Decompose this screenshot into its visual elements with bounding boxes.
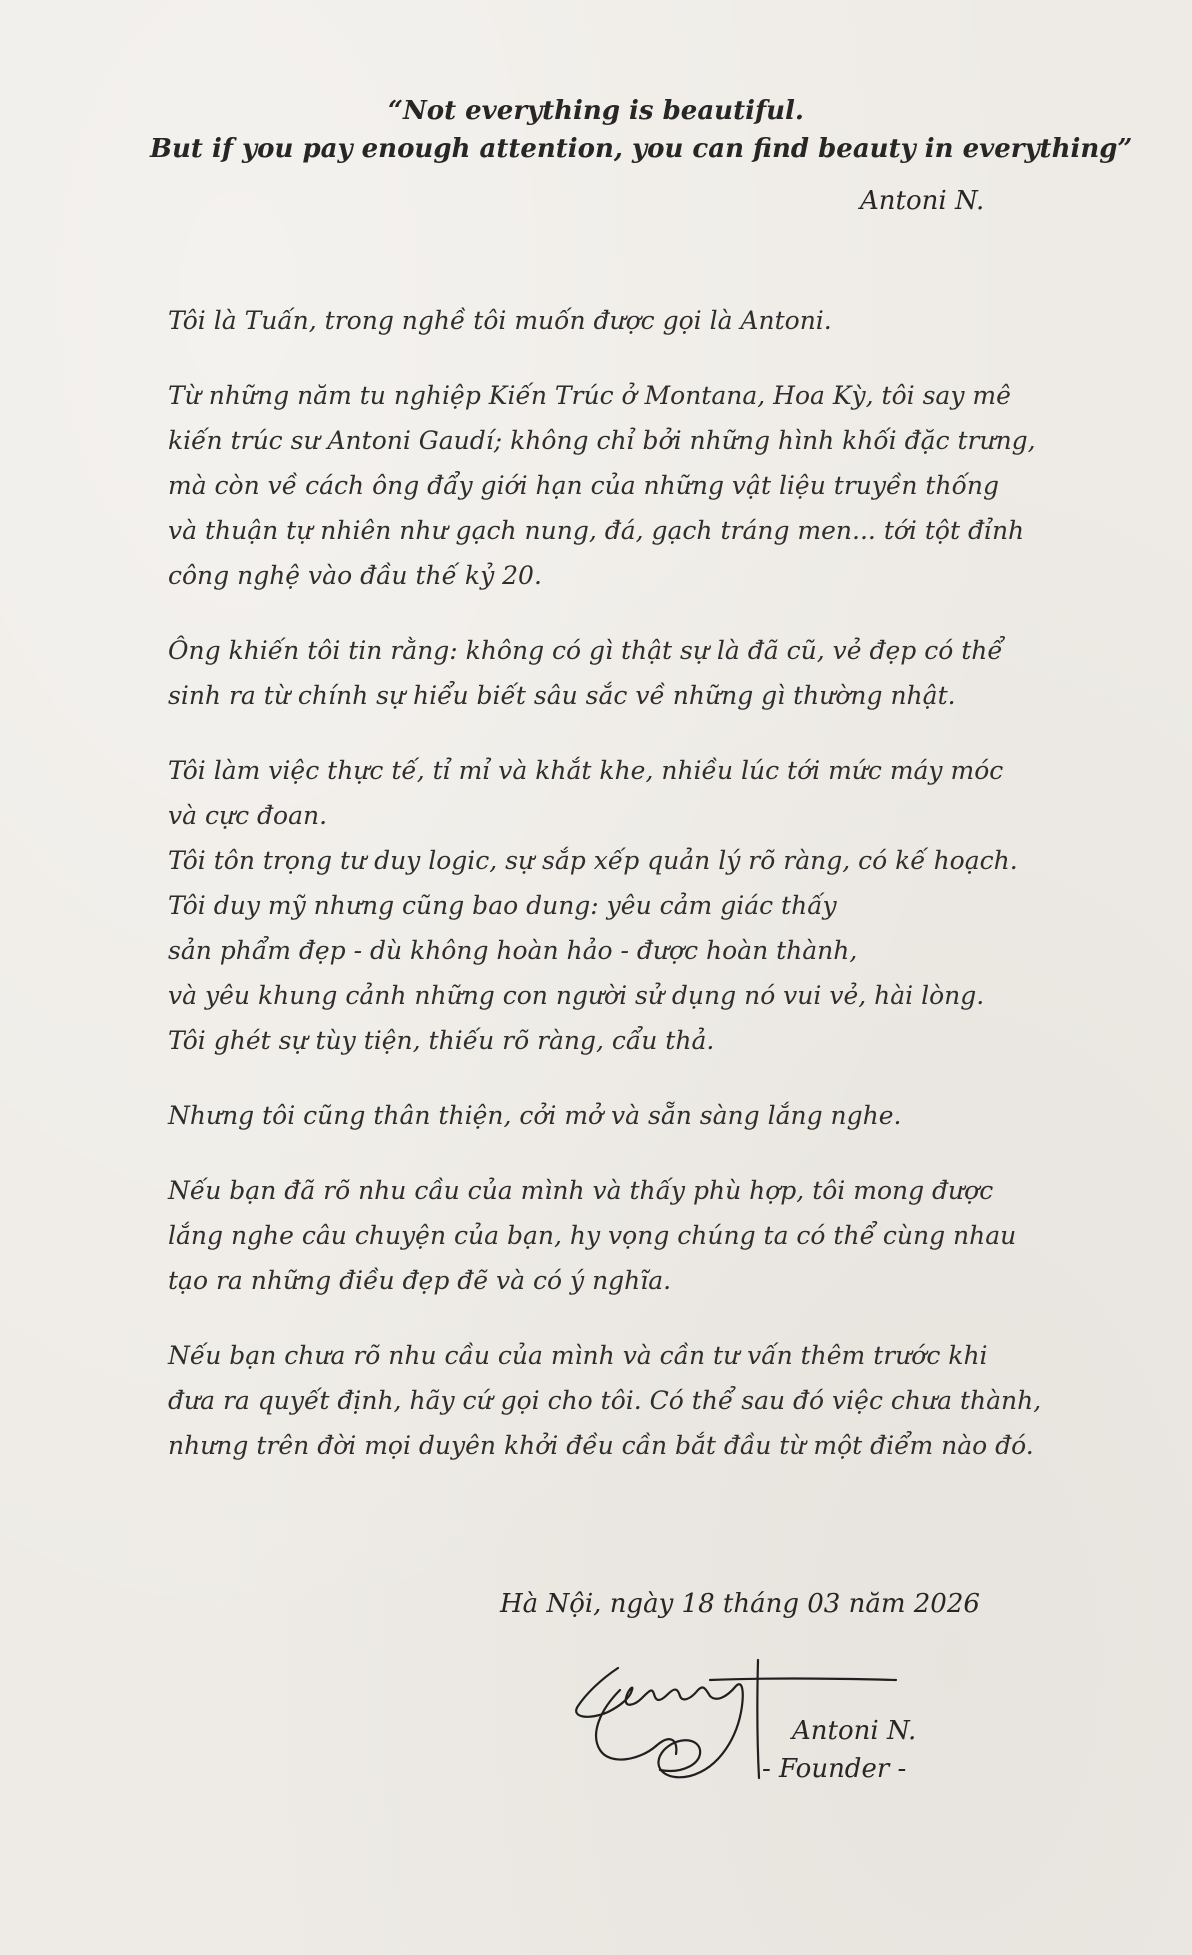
paragraph-line: tạo ra những điều đẹp đẽ và có ý nghĩa. [168,1266,672,1295]
paragraph-line: và cực đoan. [168,801,328,830]
paragraph [168,373,1048,598]
paragraph-line: Nếu bạn đã rõ nhu cầu của mình và thấy phù hợp, tôi mong được [168,1176,994,1205]
paragraph-line: Tôi duy mỹ nhưng cũng bao dung: yêu cảm giác thấy [168,891,837,920]
paragraph-line: Tôi là Tuấn, trong nghề tôi muốn được gọi là Antoni. [168,306,832,335]
paragraph [168,1333,1048,1468]
paragraph-line: và thuận tự nhiên như gạch nung, đá, gạch tráng men... tới tột đỉnh [168,516,1025,545]
paragraph-line: Nếu bạn chưa rõ nhu cầu của mình và cần tư vấn thêm trước khi [168,1341,988,1370]
paragraph-line: kiến trúc sư Antoni Gaudí; không chỉ bởi những hình khối đặc trưng, [168,426,1036,455]
paragraph-line: đưa ra quyết định, hãy cứ gọi cho tôi. Có thể sau đó việc chưa thành, [168,1386,1042,1415]
letter-date: Hà Nội, ngày 18 tháng 03 năm 2026 [500,1589,980,1619]
signer-title: - Founder - [762,1754,907,1784]
paragraph [168,1093,1048,1138]
opening-quote [150,92,1133,168]
paragraph-line: sản phẩm đẹp - dù không hoàn hảo - được hoàn thành, [168,936,858,965]
quote-line-2: But if you pay enough attention, you can find beauty in everything” [150,134,1133,164]
paragraph [168,1168,1048,1303]
paragraph-line: mà còn về cách ông đẩy giới hạn của những vật liệu truyền thống [168,471,999,500]
paragraph-line: lắng nghe câu chuyện của bạn, hy vọng chúng ta có thể cùng nhau [168,1221,1017,1250]
paragraph-line: Tôi ghét sự tùy tiện, thiếu rõ ràng, cẩu thả. [168,1026,715,1055]
signer-name: Antoni N. [792,1716,917,1746]
paragraph-line: Tôi tôn trọng tư duy logic, sự sắp xếp quản lý rõ ràng, có kế hoạch. [168,846,1018,875]
paragraph-line: Từ những năm tu nghiệp Kiến Trúc ở Montana, Hoa Kỳ, tôi say mê [168,381,1011,410]
paragraph-line: sinh ra từ chính sự hiểu biết sâu sắc về những gì thường nhật. [168,681,956,710]
paragraph [168,628,1048,718]
letter-body [168,298,1048,1498]
paragraph-line: Tôi làm việc thực tế, tỉ mỉ và khắt khe, nhiều lúc tới mức máy móc [168,756,1004,785]
paragraph-line: Ông khiến tôi tin rằng: không có gì thật sự là đã cũ, vẻ đẹp có thể [168,636,1003,665]
quote-line-1: “Not everything is beautiful. [388,96,804,126]
quote-author: Antoni N. [860,186,985,216]
paragraph-line: Nhưng tôi cũng thân thiện, cởi mở và sẵn sàng lắng nghe. [168,1101,902,1130]
paragraph [168,748,1048,1063]
paragraph [168,298,1048,343]
paragraph-line: công nghệ vào đầu thế kỷ 20. [168,561,542,590]
paragraph-line: và yêu khung cảnh những con người sử dụng nó vui vẻ, hài lòng. [168,981,985,1010]
paragraph-line: nhưng trên đời mọi duyên khởi đều cần bắt đầu từ một điểm nào đó. [168,1431,1034,1460]
